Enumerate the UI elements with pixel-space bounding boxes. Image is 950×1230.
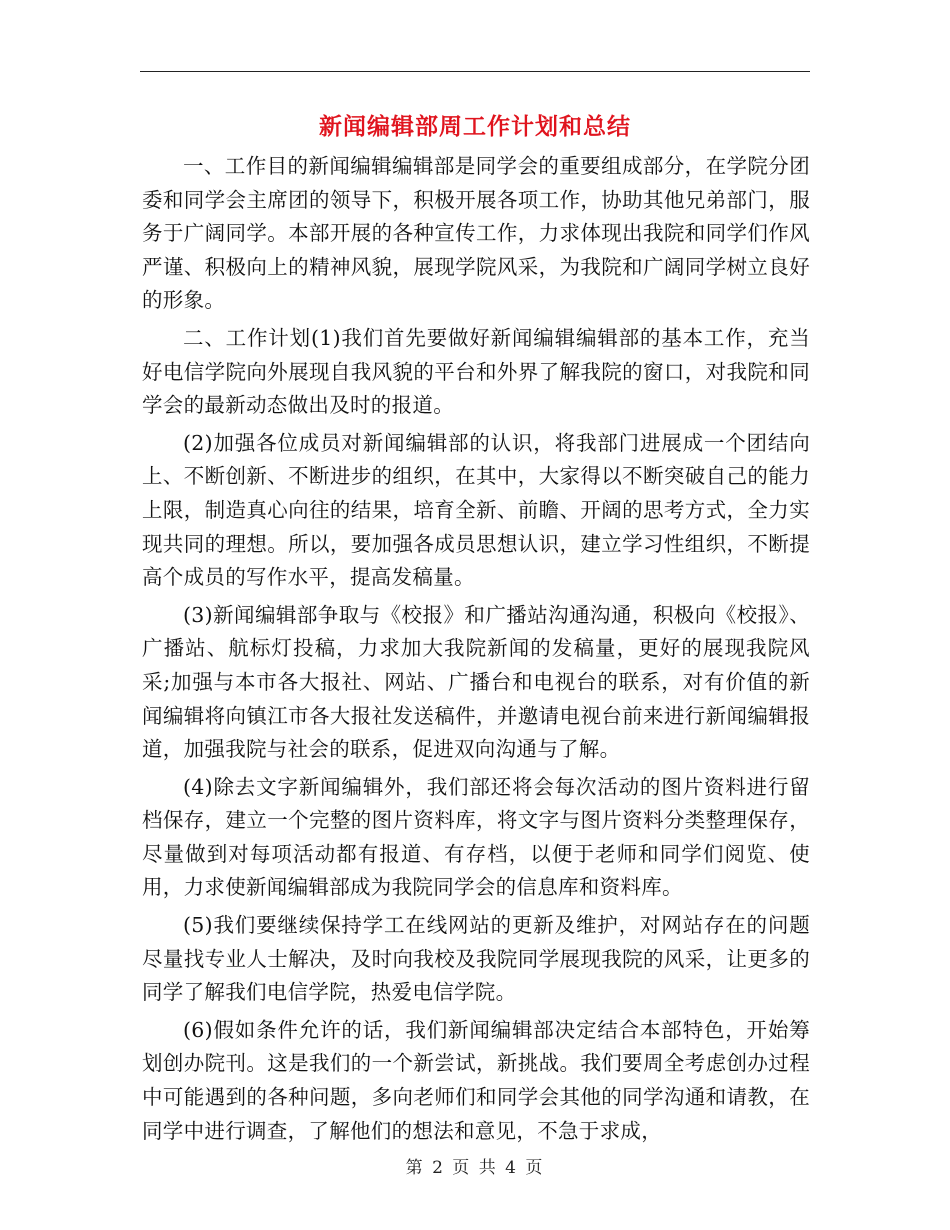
paragraph-work-plan-5: (5)我们要继续保持学工在线网站的更新及维护，对网站存在的问题尽量找专业人士解决，及时向我校及我院同学展现我院的风采，让更多的同学了解我们电信学院，热爱电信学院。 <box>142 913 810 1005</box>
page-footer: 第 2 页 共 4 页 <box>405 1158 545 1178</box>
paragraph-work-plan-1: 二、工作计划(1)我们首先要做好新闻编辑编辑部的基本工作，充当好电信学院向外展现自我风貌的平台和外界了解我院的窗口，对我院和同学会的最新动态做出及时的报道。 <box>142 325 810 418</box>
paragraph-work-plan-4: (4)除去文字新闻编辑外，我们部还将会每次活动的图片资料进行留档保存，建立一个完整的图片资料库，将文字与图片资料分类整理保存，尽量做到对每项活动都有报道、有存档，以便于老师和同学们阅览、使用，力求使新闻编辑部成为我院同学会的信息库和资料库。 <box>142 774 810 900</box>
paragraph-work-plan-3: (3)新闻编辑部争取与《校报》和广播站沟通沟通，积极向《校报》、广播站、航标灯投稿，力求加大我院新闻的发稿量，更好的展现我院风采;加强与本市各大报社、网站、广播台和电视台的联系，对有价值的新闻编辑将向镇江市各大报社发送稿件，并邀请电视台前来进行新闻编辑报道，加强我院与社会的联系，促进双向沟通与了解。 <box>142 602 810 762</box>
paragraph-work-purpose: 一、工作目的新闻编辑编辑部是同学会的重要组成部分，在学院分团委和同学会主席团的领导下，积极开展各项工作，协助其他兄弟部门，服务于广阔同学。本部开展的各种宣传工作，力求体现出我院和同学们作风严谨、积极向上的精神风貌，展现学院风采，为我院和广阔同学树立良好的形象。 <box>142 154 810 313</box>
document-body <box>142 150 810 1152</box>
header-rule <box>140 71 810 72</box>
paragraph-work-plan-2: (2)加强各位成员对新闻编辑部的认识，将我部门进展成一个团结向上、不断创新、不断进步的组织，在其中，大家得以不断突破自己的能力上限，制造真心向往的结果，培育全新、前瞻、开阔的思考方式，全力实现共同的理想。所以，要加强各成员思想认识，建立学习性组织，不断提高个成员的写作水平，提高发稿量。 <box>142 430 810 590</box>
document-title: 新闻编辑部周工作计划和总结 <box>319 113 631 140</box>
paragraph-work-plan-6: (6)假如条件允许的话，我们新闻编辑部决定结合本部特色，开始筹划创办院刊。这是我们的一个新尝试，新挑战。我们要周全考虑创办过程中可能遇到的各种问题，多向老师们和同学会其他的同学沟通和请教，在同学中进行调查，了解他们的想法和意见，不急于求成， <box>142 1017 810 1143</box>
